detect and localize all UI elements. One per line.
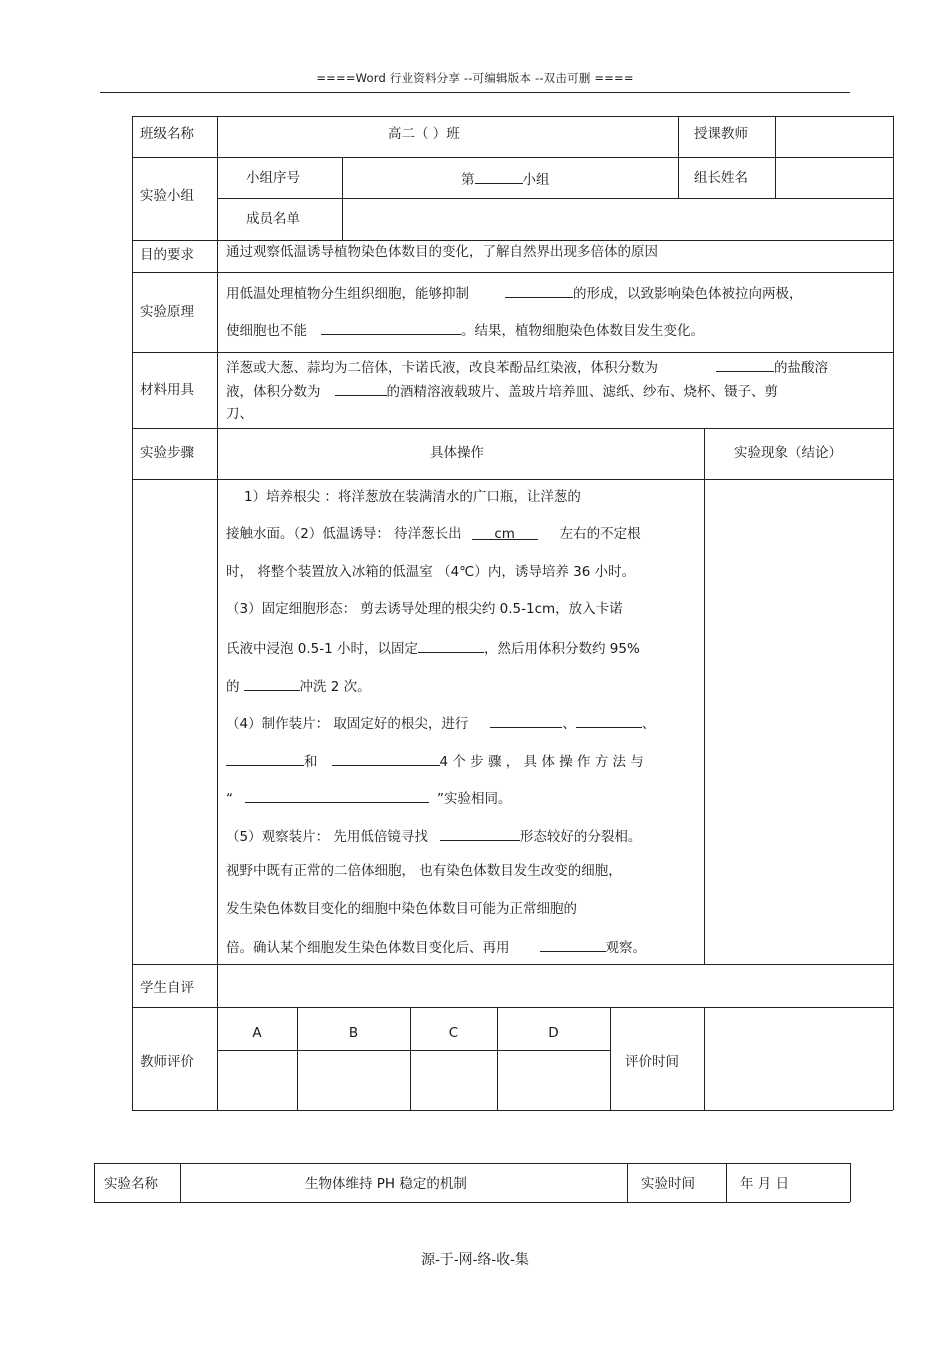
- step-line-2: 接触水面。（2）低温诱导： 待洋葱长出 cm 左右的不定根: [226, 526, 641, 542]
- materials-line-2: 液，体积分数为 的酒精溶液载玻片、盖玻片培养皿、滤纸、纱布、烧杯、镊子、剪: [226, 381, 778, 401]
- teacher-eval-label: 教师评价: [140, 1054, 194, 1070]
- step-blank-magnification[interactable]: [540, 937, 606, 952]
- teacher-field[interactable]: [776, 117, 892, 157]
- step-blank-op-3[interactable]: [226, 751, 304, 766]
- materials-blank-1[interactable]: [716, 357, 774, 372]
- phenomenon-field[interactable]: [705, 480, 892, 964]
- step-line-1: 1）培养根尖 ：将洋葱放在装满清水的广口瓶，让洋葱的: [244, 489, 581, 505]
- step-line-11: 视野中既有正常的二倍体细胞， 也有染色体数目发生改变的细胞，: [226, 863, 622, 879]
- page-footer: 源-于-网-络-收-集: [421, 1252, 529, 1268]
- step-line-3: 时， 将整个装置放入冰箱的低温室 （4℃）内，诱导培养 36 小时。: [226, 564, 636, 580]
- class-label: 班级名称: [140, 126, 194, 142]
- step-line-9: “ ”实验相同。: [226, 788, 512, 808]
- experiment-time-label: 实验时间: [641, 1176, 695, 1192]
- group-label: 实验小组: [140, 188, 194, 204]
- step-line-5: 氏液中浸泡 0.5-1 小时，以固定 ，然后用体积分数约 95%: [226, 638, 640, 658]
- materials-blank-2[interactable]: [335, 381, 387, 396]
- grade-b: B: [348, 1025, 359, 1041]
- materials-line-1: 洋葱或大葱、蒜均为二倍体，卡诺氏液，改良苯酚品红染液，体积分数为 的盐酸溶: [226, 357, 828, 377]
- grade-a-field[interactable]: [218, 1051, 297, 1110]
- steps-label: 实验步骤: [140, 445, 194, 461]
- page-header: ====Word 行业资料分享 --可编辑版本 --双击可删 ====: [316, 71, 634, 85]
- leader-field[interactable]: [776, 158, 892, 198]
- materials-line-3: 刀、: [226, 406, 253, 422]
- self-eval-label: 学生自评: [140, 980, 194, 996]
- members-label: 成员名单: [246, 211, 300, 227]
- purpose-text: 通过观察低温诱导植物染色体数目的变化，了解自然界出现多倍体的原因: [226, 244, 658, 260]
- class-value[interactable]: 高二（ ）班: [388, 126, 460, 142]
- step-line-13: 倍。确认某个细胞发生染色体数目变化后、再用 观察。: [226, 937, 646, 957]
- self-eval-field[interactable]: [218, 965, 892, 1007]
- group-no-value[interactable]: 第 小组: [461, 169, 550, 189]
- step-line-8: 和 4 个 步 骤 ， 具 体 操 作 方 法 与: [226, 751, 644, 771]
- teacher-label: 授课教师: [694, 126, 748, 142]
- header-rule: [100, 92, 850, 93]
- principle-blank-2[interactable]: [321, 320, 461, 335]
- step-blank-op-2[interactable]: [576, 713, 642, 728]
- step-blank-rinse[interactable]: [244, 676, 300, 691]
- group-no-label: 小组序号: [246, 170, 300, 186]
- grade-c: C: [448, 1025, 459, 1041]
- step-blank-op-4[interactable]: [332, 751, 440, 766]
- step-blank-op-1[interactable]: [490, 713, 562, 728]
- grade-d: D: [548, 1025, 559, 1041]
- leader-label: 组长姓名: [694, 170, 748, 186]
- principle-line-1: 用低温处理植物分生组织细胞，能够抑制 的形成，以致影响染色体被拉向两极，: [226, 283, 803, 303]
- eval-time-field[interactable]: [705, 1008, 892, 1110]
- ops-label: 具体操作: [430, 445, 484, 461]
- step-line-6: 的 冲洗 2 次。: [226, 676, 371, 696]
- grade-a: A: [252, 1025, 262, 1041]
- grade-b-field[interactable]: [298, 1051, 410, 1110]
- members-field[interactable]: [343, 199, 892, 240]
- materials-label: 材料用具: [140, 382, 194, 398]
- step-blank-cm[interactable]: cm: [472, 525, 538, 540]
- principle-label: 实验原理: [140, 304, 194, 320]
- step-blank-phase[interactable]: [440, 826, 520, 841]
- step-blank-reference[interactable]: [245, 788, 429, 803]
- step-line-12: 发生染色体数目变化的细胞中染色体数目可能为正常细胞的: [226, 901, 577, 917]
- purpose-label: 目的要求: [140, 247, 194, 263]
- step-blank-fix[interactable]: [418, 638, 484, 653]
- grade-c-field[interactable]: [411, 1051, 497, 1110]
- experiment-time-value[interactable]: 年 月 日: [740, 1176, 790, 1192]
- phenomenon-label: 实验现象（结论）: [734, 445, 842, 461]
- grade-d-field[interactable]: [498, 1051, 610, 1110]
- step-line-7: （4）制作装片： 取固定好的根尖，进行 、 、: [226, 713, 655, 733]
- experiment-name-label: 实验名称: [104, 1176, 158, 1192]
- eval-time-label: 评价时间: [625, 1054, 679, 1070]
- principle-line-2: 使细胞也不能 。结果，植物细胞染色体数目发生变化。: [226, 320, 704, 340]
- step-line-4: （3）固定细胞形态： 剪去诱导处理的根尖约 0.5-1cm，放入卡诺: [226, 601, 623, 617]
- step-line-10: （5）观察装片： 先用低倍镜寻找 形态较好的分裂相。: [226, 826, 641, 846]
- principle-blank-1[interactable]: [505, 283, 573, 298]
- experiment-name-value: 生物体维持 PH 稳定的机制: [305, 1176, 467, 1192]
